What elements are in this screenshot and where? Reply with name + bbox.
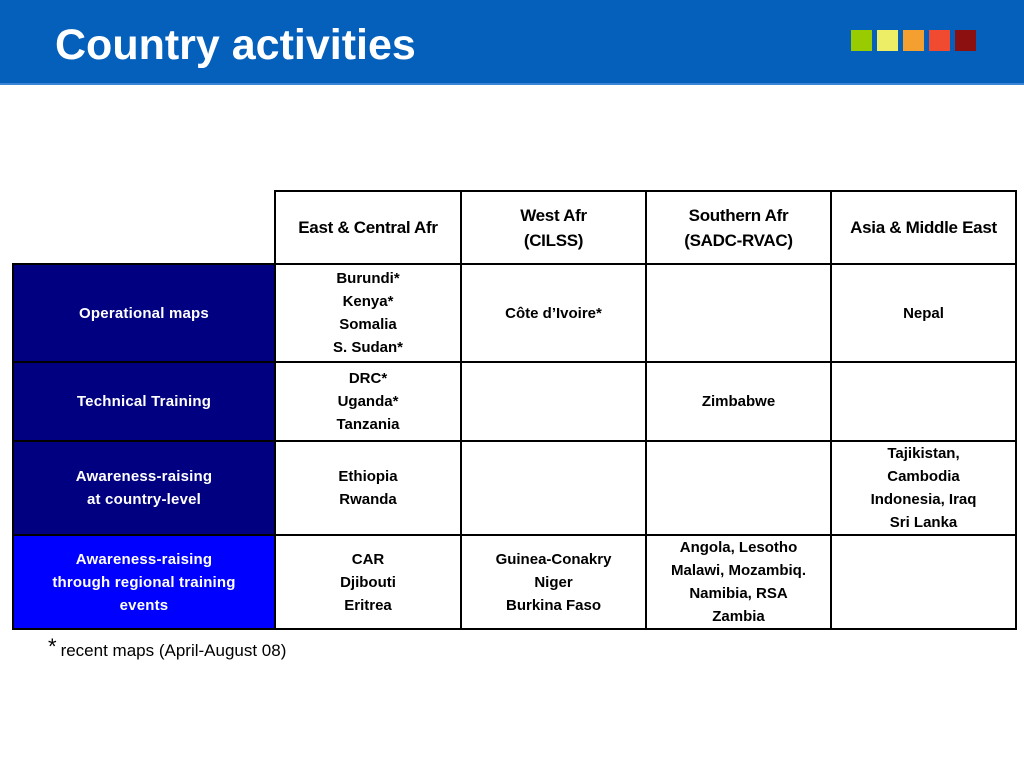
- swatch-maroon: [955, 30, 976, 51]
- footnote: [48, 633, 286, 665]
- swatch-red: [929, 30, 950, 51]
- country-entry: Sri Lanka: [889, 514, 958, 531]
- footnote-asterisk: *: [48, 634, 57, 659]
- column-header-asia-middle-east: [831, 191, 1016, 264]
- country-entry: Cambodia: [887, 468, 960, 485]
- header-row: [13, 191, 1016, 264]
- table-row-operational-maps: [13, 264, 1016, 362]
- table-row-awareness-regional-training: [13, 535, 1016, 629]
- cell-awareness-regional-training-southern-afr: [646, 535, 831, 629]
- country-entry: Kenya*: [342, 293, 394, 310]
- country-entry: Tajikistan,: [887, 445, 960, 462]
- cell-operational-maps-asia-middle-east: [831, 264, 1016, 362]
- footnote-text: recent maps (April-August 08): [60, 641, 287, 660]
- country-entry: Somalia: [339, 316, 397, 333]
- country-entry: Namibia, RSA: [689, 585, 788, 602]
- row-label-operational-maps: [13, 264, 275, 362]
- country-entry: Niger: [534, 573, 573, 591]
- table-row-technical-training: [13, 362, 1016, 441]
- country-entry: Djibouti: [340, 573, 396, 591]
- cell-technical-training-asia-middle-east: [831, 362, 1016, 441]
- column-header-line: Asia & Middle East: [850, 218, 997, 237]
- country-entry: Uganda*: [337, 393, 399, 410]
- column-header-subline: (SADC-RVAC): [684, 230, 793, 250]
- header-bar: [0, 0, 1024, 85]
- column-header-line: West Afr: [520, 205, 587, 225]
- cell-awareness-regional-training-west-afr: [461, 535, 646, 629]
- cell-technical-training-southern-afr: [646, 362, 831, 441]
- column-header-line: East & Central Afr: [298, 218, 438, 237]
- row-label-line: through regional training: [52, 573, 236, 591]
- country-entry: Zambia: [712, 608, 765, 625]
- table-row-awareness-country-level: [13, 441, 1016, 535]
- country-entry: Nepal: [903, 304, 944, 322]
- country-activities-table: [12, 190, 1017, 630]
- row-label-line: Awareness-raising: [75, 468, 213, 485]
- cell-operational-maps-east-central-afr: [275, 264, 461, 362]
- swatch-yellow: [877, 30, 898, 51]
- country-entry: Malawi, Mozambiq.: [670, 562, 806, 579]
- country-entry: Tanzania: [336, 416, 400, 433]
- country-entry: Angola, Lesotho: [679, 539, 798, 556]
- country-entry: Eritrea: [344, 596, 392, 614]
- row-label-technical-training: [13, 362, 275, 441]
- swatch-green: [851, 30, 872, 51]
- row-label-line: at country-level: [86, 491, 202, 508]
- cell-technical-training-west-afr: [461, 362, 646, 441]
- country-entry: Indonesia, Iraq: [870, 491, 977, 508]
- column-header-east-central-afr: [275, 191, 461, 264]
- row-label-line: Operational maps: [79, 304, 209, 322]
- country-entry: Côte d’Ivoire*: [505, 304, 602, 322]
- row-label-awareness-regional-training: [13, 535, 275, 629]
- swatch-orange: [903, 30, 924, 51]
- cell-technical-training-east-central-afr: [275, 362, 461, 441]
- cell-awareness-country-level-east-central-afr: [275, 441, 461, 535]
- country-entry: S. Sudan*: [332, 339, 403, 356]
- cell-operational-maps-southern-afr: [646, 264, 831, 362]
- cell-awareness-regional-training-east-central-afr: [275, 535, 461, 629]
- cell-operational-maps-west-afr: [461, 264, 646, 362]
- page-title: Country activities: [55, 21, 416, 69]
- column-header-subline: (CILSS): [523, 230, 584, 250]
- country-entry: CAR: [351, 550, 385, 568]
- cell-awareness-country-level-southern-afr: [646, 441, 831, 535]
- column-header-line: Southern Afr: [688, 205, 789, 225]
- cell-awareness-country-level-west-afr: [461, 441, 646, 535]
- color-swatches: [851, 30, 976, 51]
- country-entry: DRC*: [348, 370, 388, 387]
- row-label-line: Technical Training: [76, 393, 212, 410]
- country-entry: Zimbabwe: [701, 393, 776, 410]
- country-entry: Ethiopia: [338, 468, 398, 485]
- table-body: [13, 264, 1016, 629]
- country-entry: Rwanda: [339, 491, 397, 508]
- row-label-line: Awareness-raising: [75, 550, 213, 568]
- country-entry: Burundi*: [336, 270, 400, 287]
- column-header-southern-afr: [646, 191, 831, 264]
- column-header-west-afr: [461, 191, 646, 264]
- cell-awareness-regional-training-asia-middle-east: [831, 535, 1016, 629]
- country-entry: Burkina Faso: [505, 596, 602, 614]
- row-label-awareness-country-level: [13, 441, 275, 535]
- corner-cell: [13, 191, 275, 264]
- country-entry: Guinea-Conakry: [495, 550, 612, 568]
- cell-awareness-country-level-asia-middle-east: [831, 441, 1016, 535]
- row-label-line: events: [119, 596, 169, 614]
